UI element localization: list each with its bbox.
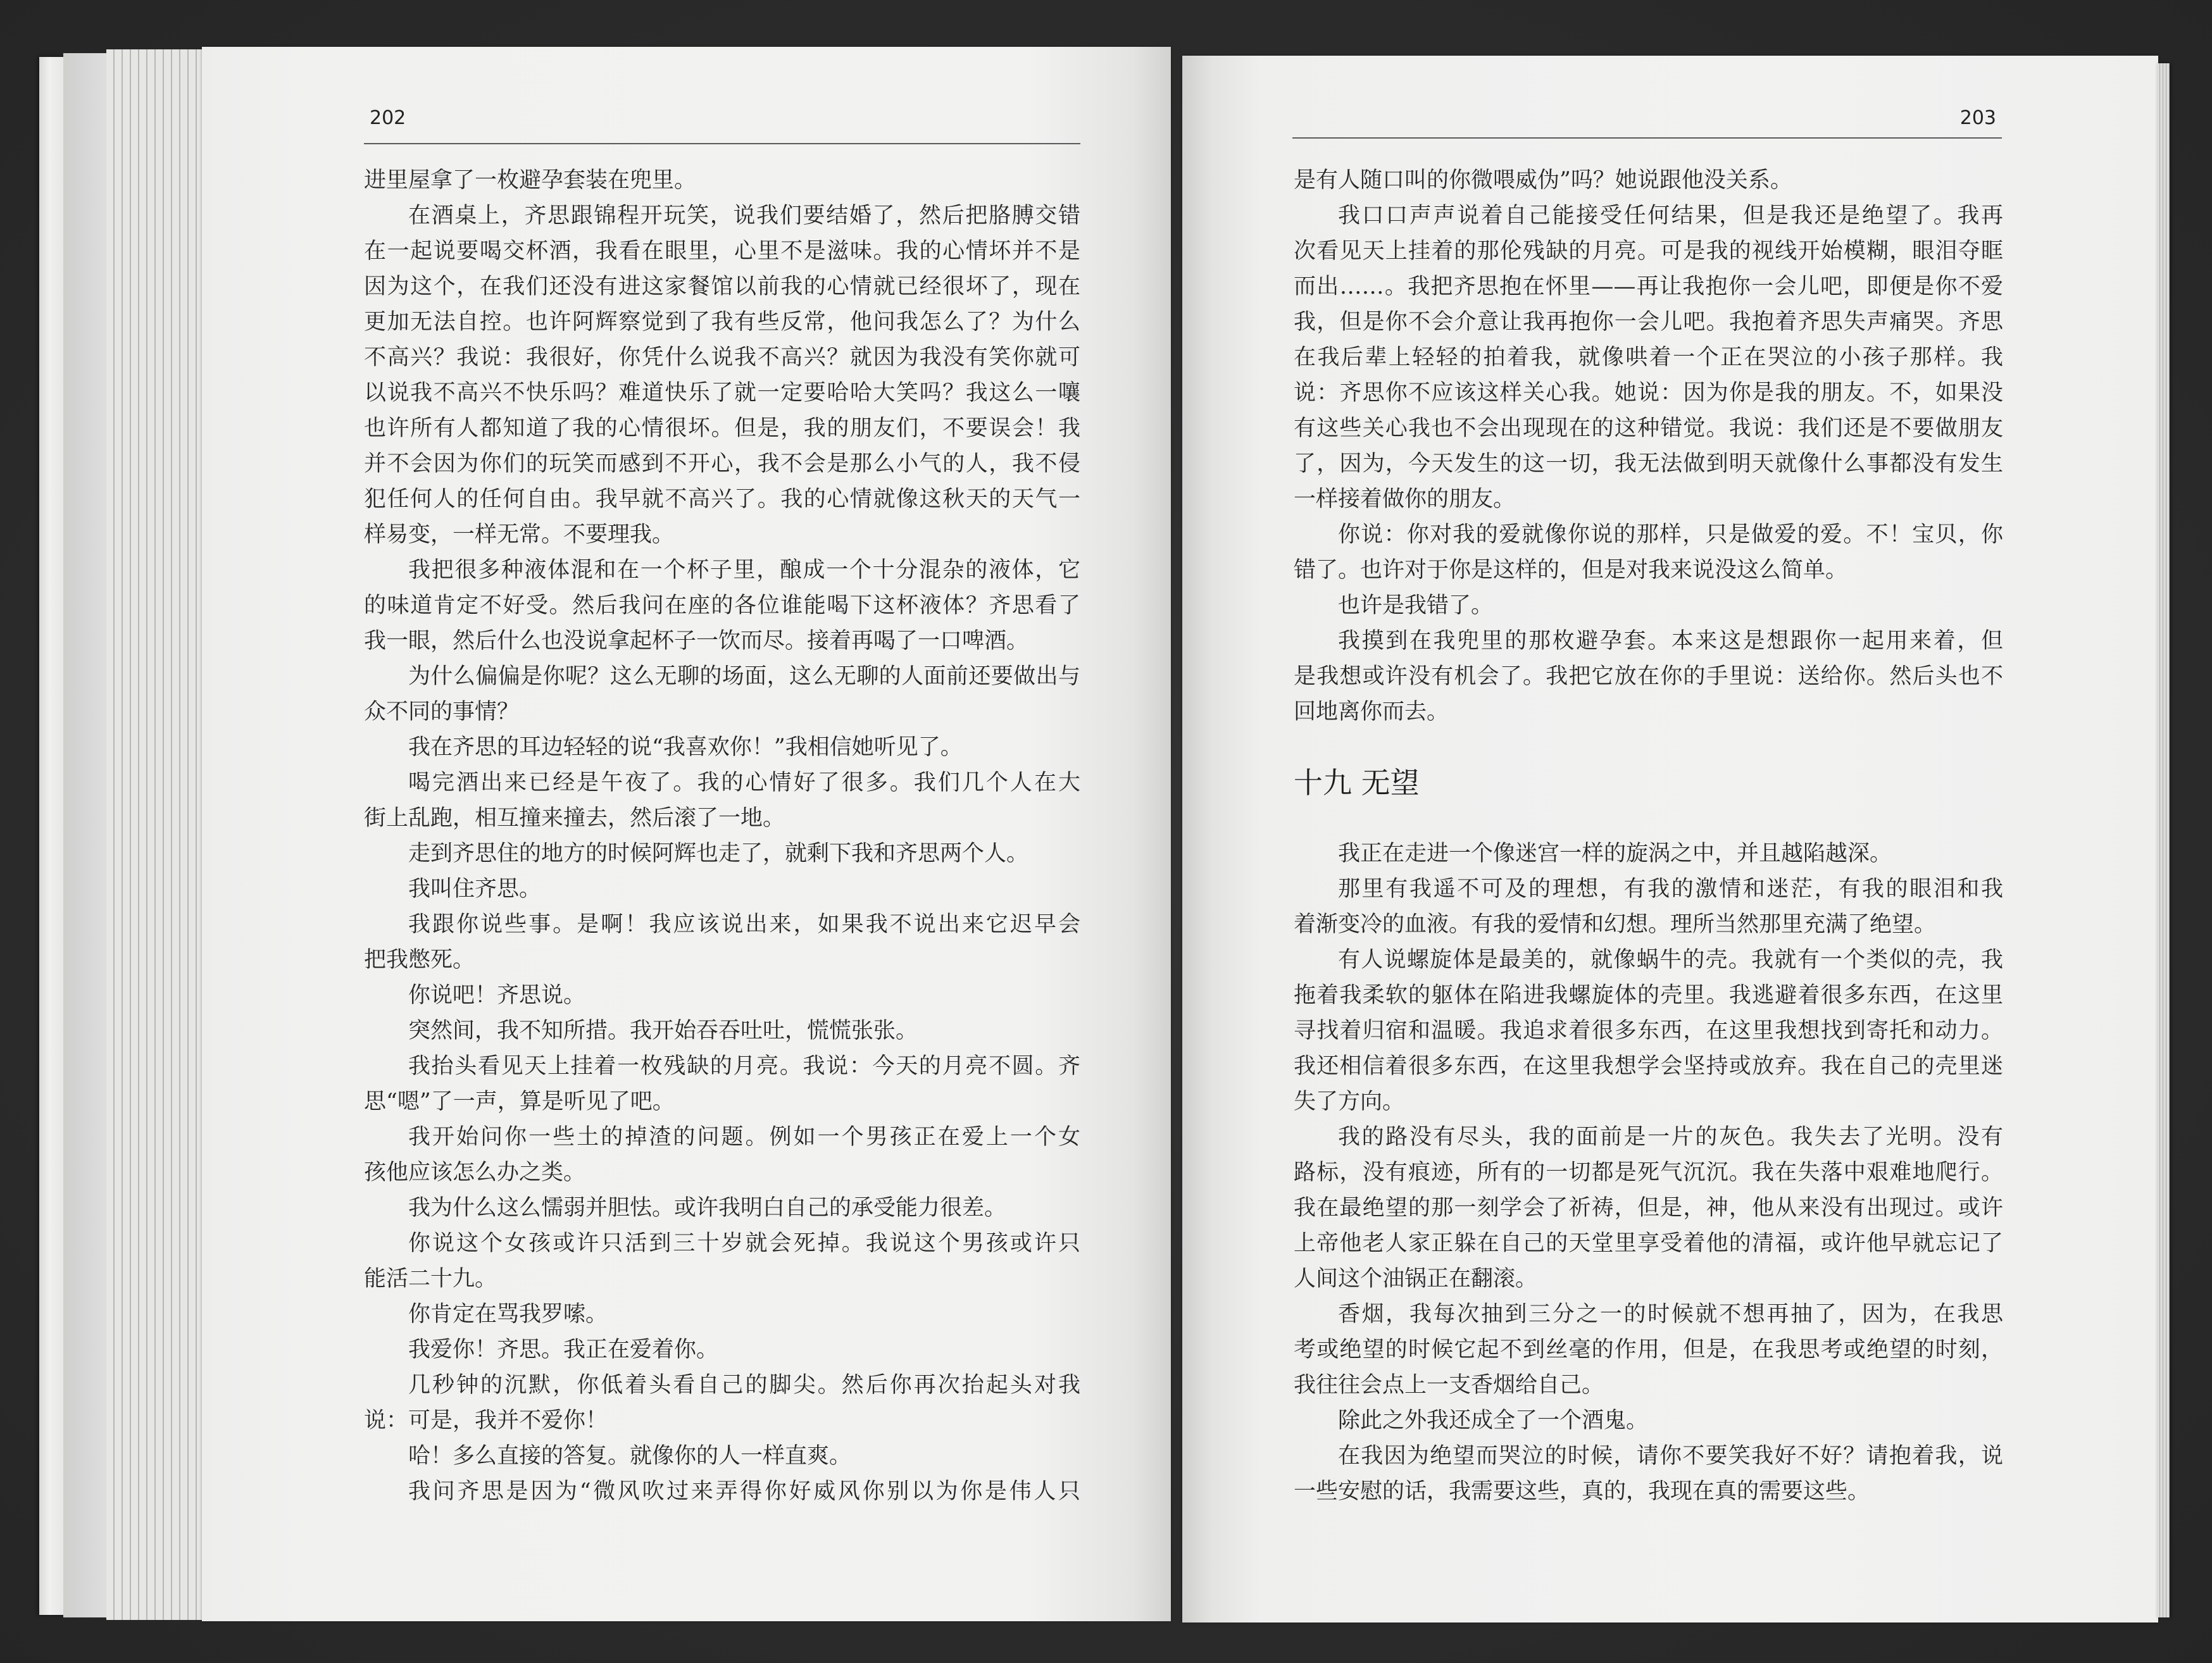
- text-line: 思“嗯”了一声，算是听见了吧。: [364, 1089, 675, 1114]
- text-line: 错了。也许对于你是这样的，但是对我来说没这么简单。: [1294, 557, 1848, 583]
- text-line: 孩他应该怎么办之类。: [364, 1160, 586, 1185]
- text-line: 以说我不高兴不快乐吗？难道快乐了就一定要哈哈大笑吗？我这么一嚷: [364, 380, 1080, 406]
- paragraph: [364, 1332, 1080, 1367]
- paragraph: [1294, 1438, 2003, 1509]
- text-line: 在我后辈上轻轻的拍着我，就像哄着一个正在哭泣的小孩子那样。我: [1294, 345, 2003, 370]
- text-line: 是我想或许没有机会了。我把它放在你的手里说：送给你。然后头也不: [1294, 664, 2003, 689]
- text-line: 我一眼，然后什么也没说拿起杯子一饮而尽。接着再喝了一口啤酒。: [364, 628, 1029, 654]
- page-number-right: 203: [1959, 107, 1996, 129]
- text-line: 那里有我遥不可及的理想，有我的激情和迷茫，有我的眼泪和我: [1338, 876, 2003, 902]
- paragraph: [364, 1226, 1080, 1297]
- paragraph: [364, 1119, 1080, 1190]
- text-line: 我在齐思的耳边轻轻的说“我喜欢你！”我相信她听见了。: [408, 735, 963, 760]
- text-line: 你说：你对我的爱就像你说的那样，只是做爱的爱。不！宝贝，你: [1338, 522, 2003, 547]
- text-line: 把我憋死。: [364, 947, 475, 973]
- text-line: 有这些关心我也不会出现现在的这种错觉。我说：我们还是不要做朋友: [1294, 416, 2003, 441]
- text-line: 我爱你！齐思。我正在爱着你。: [408, 1337, 719, 1362]
- text-line: 更加无法自控。也许阿辉察觉到了我有些反常，他问我怎么了？为什么: [364, 309, 1080, 335]
- text-line: 我问齐思是因为“微风吹过来弄得你好威风你别以为你是伟人只: [408, 1479, 1080, 1504]
- text-line: 我口口声声说着自己能接受任何结果，但是我还是绝望了。我再: [1338, 203, 2003, 228]
- text-line: 我，但是你不会介意让我再抱你一会儿吧。我抱着齐思失声痛哭。齐思: [1294, 309, 2003, 335]
- header-rule-left: [364, 143, 1080, 144]
- text-line: 拖着我柔软的躯体在陷进我螺旋体的壳里。我逃避着很多东西，在这里: [1294, 983, 2003, 1008]
- text-line: 除此之外我还成全了一个酒鬼。: [1338, 1408, 1649, 1433]
- text-line: 也许所有人都知道了我的心情很坏。但是，我的朋友们，不要误会！我: [364, 416, 1080, 441]
- paragraph: [364, 198, 1080, 552]
- text-line: 我跟你说些事。是啊！我应该说出来，如果我不说出来它迟早会: [408, 912, 1080, 937]
- paragraph: [364, 1474, 1080, 1509]
- text-line: 失了方向。: [1294, 1089, 1405, 1114]
- chapter-text: [1294, 836, 2003, 1509]
- text-line: 次看见天上挂着的那伦残缺的月亮。可是我的视线开始模糊，眼泪夺眶: [1294, 239, 2003, 264]
- text-line: 你肯定在骂我罗嗦。: [408, 1302, 608, 1327]
- text-line: 我还相信着很多东西，在这里我想学会坚持或放弃。我在自己的壳里迷: [1294, 1054, 2003, 1079]
- paragraph: [364, 836, 1080, 871]
- page-stack-edge: [106, 49, 205, 1620]
- text-line: 我抬头看见天上挂着一枚残缺的月亮。我说：今天的月亮不圆。齐: [408, 1054, 1080, 1079]
- text-line: 在一起说要喝交杯酒，我看在眼里，心里不是滋味。我的心情坏并不是: [364, 239, 1080, 264]
- page-number-left: 202: [370, 107, 406, 129]
- paragraph: [1294, 163, 2003, 198]
- text-line: 一些安慰的话，我需要这些，真的，我现在真的需要这些。: [1294, 1479, 1870, 1504]
- text-line: 着渐变冷的血液。有我的爱情和幻想。理所当然那里充满了绝望。: [1294, 912, 1937, 937]
- page-stack-edge: [63, 53, 108, 1617]
- text-line: 你说吧！齐思说。: [408, 983, 586, 1008]
- chapter-heading: 十九 无望: [1294, 766, 1420, 800]
- text-line: 而出……。我把齐思抱在怀里——再让我抱你一会儿吧，即便是你不爱: [1294, 274, 2003, 299]
- text-line: 不高兴？我说：我很好，你凭什么说我不高兴？就因为我没有笑你就可: [364, 345, 1080, 370]
- paragraph: [364, 1367, 1080, 1438]
- text-line: 能活二十九。: [364, 1266, 497, 1292]
- text-line: 我往往会点上一支香烟给自己。: [1294, 1373, 1604, 1398]
- text-line: 在我因为绝望而哭泣的时候，请你不要笑我好不好？请抱着我，说: [1338, 1443, 2003, 1469]
- paragraph: [364, 765, 1080, 836]
- text-line: 样易变，一样无常。不要理我。: [364, 522, 675, 547]
- paragraph: [1294, 942, 2003, 1119]
- paragraph: [364, 978, 1080, 1013]
- text-line: 哈！多么直接的答复。就像你的人一样直爽。: [408, 1443, 852, 1469]
- text-line: 人间这个油锅正在翻滚。: [1294, 1266, 1538, 1292]
- text-line: 我在最绝望的那一刻学会了祈祷，但是，神，他从来没有出现过。或许: [1294, 1195, 2003, 1221]
- text-line: 几秒钟的沉默，你低着头看自己的脚尖。然后你再次抬起头对我: [408, 1373, 1080, 1398]
- paragraph: [1294, 517, 2003, 588]
- text-line: 我摸到在我兜里的那枚避孕套。本来这是想跟你一起用来着，但: [1338, 628, 2003, 654]
- paragraph: [1294, 623, 2003, 730]
- paragraph: [364, 1438, 1080, 1474]
- paragraph: [364, 1297, 1080, 1332]
- text-line: 为什么偏偏是你呢？这么无聊的场面，这么无聊的人面前还要做出与: [408, 664, 1080, 689]
- text-line: 并不会因为你们的玩笑而感到不开心，我不会是那么小气的人，我不侵: [364, 451, 1080, 476]
- text-line: 回地离你而去。: [1294, 699, 1449, 725]
- text-line: 我正在走进一个像迷宫一样的旋涡之中，并且越陷越深。: [1338, 841, 1892, 866]
- paragraph: [364, 730, 1080, 765]
- text-line: 在酒桌上，齐思跟锦程开玩笑，说我们要结婚了，然后把胳膊交错: [408, 203, 1080, 228]
- paragraph: [1294, 588, 2003, 623]
- left-page-body: [364, 163, 1080, 1509]
- paragraph: [364, 871, 1080, 907]
- text-line: 犯任何人的任何自由。我早就不高兴了。我的心情就像这秋天的天气一: [364, 487, 1080, 512]
- text-line: 说：齐思你不应该这样关心我。她说：因为你是我的朋友。不，如果没: [1294, 380, 2003, 406]
- text-line: 了，因为，今天发生的这一切，我无法做到明天就像什么事都没有发生: [1294, 451, 2003, 476]
- paragraph: [364, 659, 1080, 730]
- text-line: 我把很多种液体混和在一个杯子里，酿成一个十分混杂的液体，它: [408, 557, 1080, 583]
- paragraph: [364, 1190, 1080, 1226]
- text-line: 寻找着归宿和温暖。我追求着很多东西，在这里我想找到寄托和动力。: [1294, 1018, 2003, 1043]
- paragraph: [1294, 871, 2003, 942]
- text-line: 走到齐思住的地方的时候阿辉也走了，就剩下我和齐思两个人。: [408, 841, 1029, 866]
- paragraph: [364, 1049, 1080, 1119]
- text-line: 我的路没有尽头，我的面前是一片的灰色。我失去了光明。没有: [1338, 1124, 2003, 1150]
- paragraph: [1294, 1403, 2003, 1438]
- right-page-body: [1294, 163, 2003, 1509]
- text-line: 的味道肯定不好受。然后我问在座的各位谁能喝下这杯液体？齐思看了: [364, 593, 1080, 618]
- text-line: 一样接着做你的朋友。: [1294, 487, 1516, 512]
- text-line: 也许是我错了。: [1338, 593, 1494, 618]
- paragraph: [1294, 1119, 2003, 1297]
- text-line: 因为这个，在我们还没有进这家餐馆以前我的心情就已经很坏了，现在: [364, 274, 1080, 299]
- text-line: 我叫住齐思。: [408, 876, 542, 902]
- paragraph: [1294, 836, 2003, 871]
- page-stack-edge: [39, 57, 65, 1615]
- text-line: 进里屋拿了一枚避孕套装在兜里。: [364, 168, 697, 193]
- text-line: 上帝他老人家正躲在自己的天堂里享受着他的清福，或许他早就忘记了: [1294, 1231, 2003, 1256]
- text-line: 喝完酒出来已经是午夜了。我的心情好了很多。我们几个人在大: [408, 770, 1080, 795]
- text-line: 你说这个女孩或许只活到三十岁就会死掉。我说这个男孩或许只: [408, 1231, 1080, 1256]
- text-line: 街上乱跑，相互撞来撞去，然后滚了一地。: [364, 806, 785, 831]
- text-line: 香烟，我每次抽到三分之一的时候就不想再抽了，因为，在我思: [1338, 1302, 2003, 1327]
- text-line: 路标，没有痕迹，所有的一切都是死气沉沉。我在失落中艰难地爬行。: [1294, 1160, 2003, 1185]
- paragraph: [364, 552, 1080, 659]
- text-line: 我开始问你一些土的掉渣的问题。例如一个男孩正在爱上一个女: [408, 1124, 1080, 1150]
- text-line: 有人说螺旋体是最美的，就像蜗牛的壳。我就有一个类似的壳，我: [1338, 947, 2003, 973]
- text-line: 说：可是，我并不爱你！: [364, 1408, 608, 1433]
- paragraph: [1294, 198, 2003, 517]
- text-line: 是有人随口叫的你微喂威伪”吗？她说跟他没关系。: [1294, 168, 1792, 193]
- text-line: 我为什么这么懦弱并胆怯。或许我明白自己的承受能力很差。: [408, 1195, 1007, 1221]
- section-end-text: [1294, 163, 2003, 730]
- header-rule-right: [1292, 137, 2002, 139]
- paragraph: [1294, 1297, 2003, 1403]
- page-stack-edge: [2157, 63, 2170, 1617]
- text-line: 考或绝望的时候它起不到丝毫的作用，但是，在我思考或绝望的时刻，: [1294, 1337, 2003, 1362]
- text-line: 突然间，我不知所措。我开始吞吞吐吐，慌慌张张。: [408, 1018, 918, 1043]
- text-line: 众不同的事情？: [364, 699, 520, 725]
- paragraph: [364, 1013, 1080, 1049]
- paragraph: [364, 163, 1080, 198]
- paragraph: [364, 907, 1080, 978]
